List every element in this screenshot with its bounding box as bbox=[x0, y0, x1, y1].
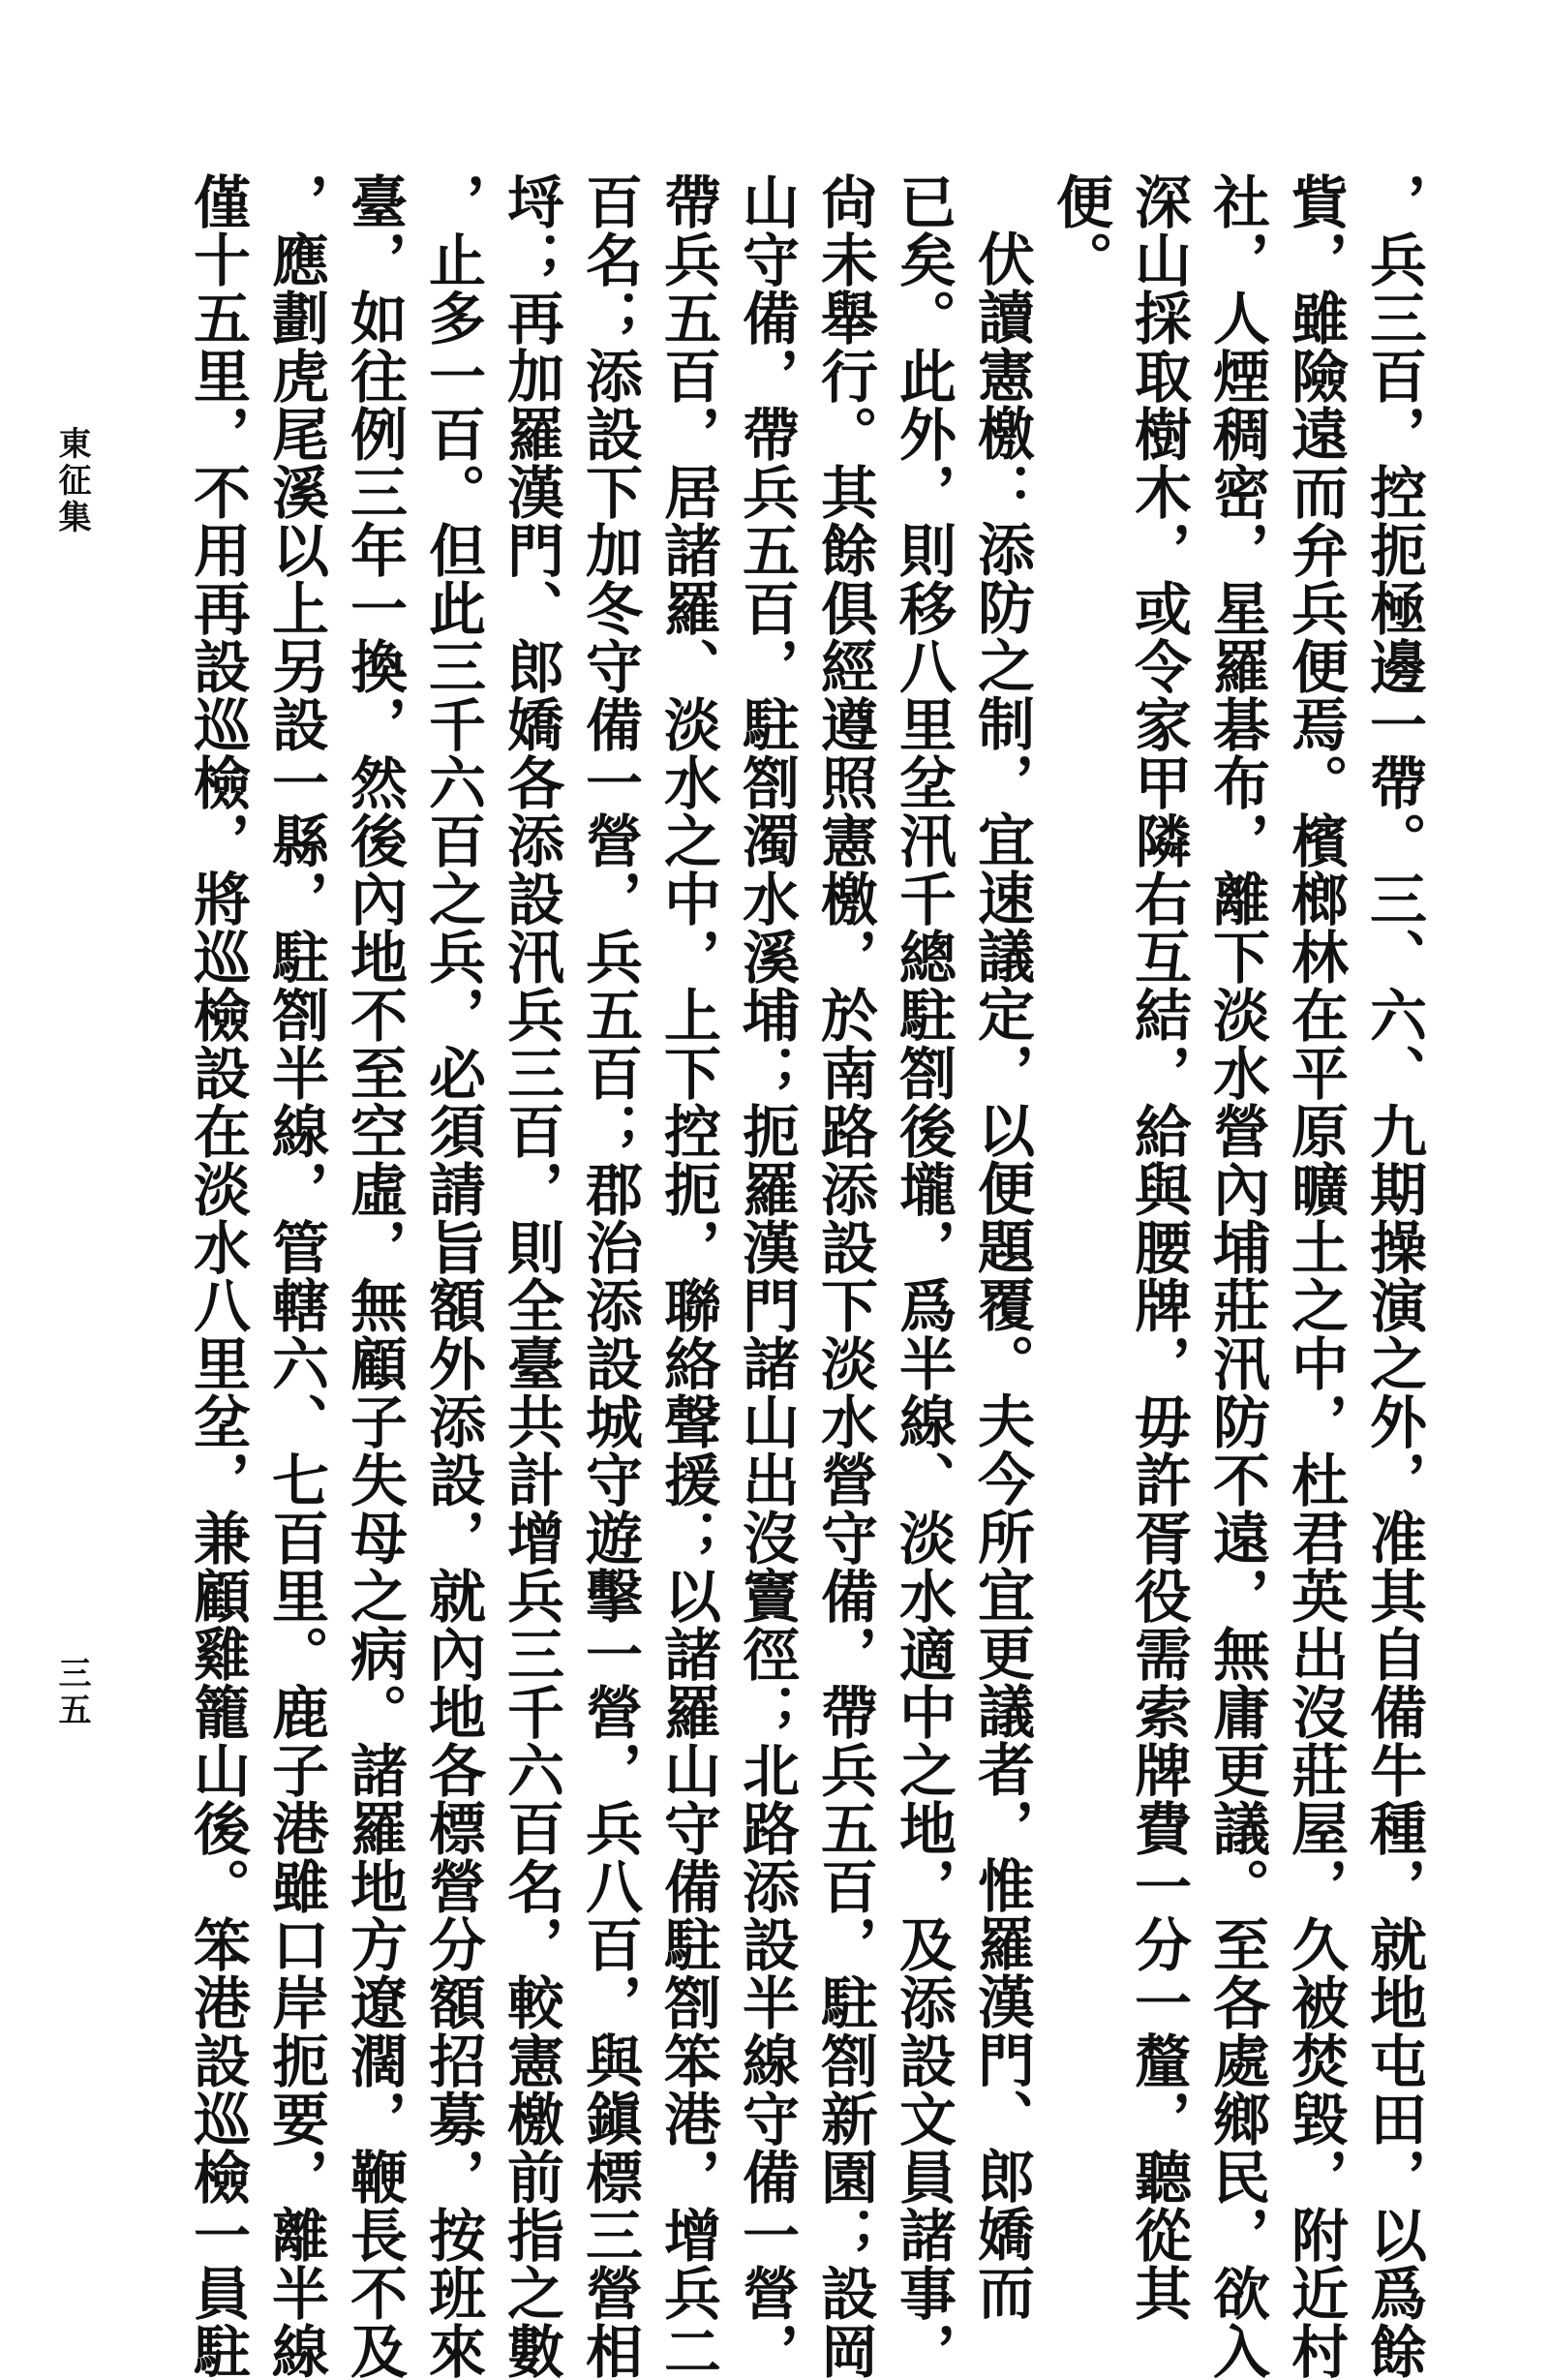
text-column: ，應劃虎尾溪以上另設一縣，駐劄半線，管轄六、七百里。鹿子港雖口岸扼要，離半線 bbox=[262, 172, 329, 2380]
text-column: ，止多一百。但此三千六百之兵，必須請旨額外添設，就內地各標營分額招募，按班來 bbox=[419, 172, 486, 2380]
text-column: 僅十五里，不用再設巡檢，將巡檢設在淡水八里坌，兼顧雞籠山後。笨港設巡檢一員駐 bbox=[184, 172, 251, 2380]
text-column: 臺，如往例三年一換，然後內地不至空虛，無顧子失母之病。諸羅地方遼濶，鞭長不及 bbox=[341, 172, 408, 2380]
main-text bbox=[116, 172, 1433, 2380]
text-column: 山守備，帶兵五百，駐劄濁水溪埔；扼羅漢門諸山出沒竇徑；北路添設半線守備一營， bbox=[733, 172, 800, 2380]
text-column: 尙未舉行。其餘俱經遵照憲檄，於南路添設下淡水營守備，帶兵五百，駐劄新園；設岡 bbox=[811, 172, 878, 2380]
page-number: 三五 bbox=[52, 1656, 91, 1729]
text-column: 已矣。此外，則移八里坌汛千總駐劄後壠，爲半線、淡水適中之地，及添設文員諸事， bbox=[890, 172, 957, 2380]
text-column: 貲，雖險遠而弁兵便焉。檳榔林在平原曠土之中，杜君英出沒莊屋，久被焚毀，附近村 bbox=[1282, 172, 1349, 2380]
text-column-paragraph-start: 伏讀憲檄：添防之制，宜速議定，以便題覆。夫今所宜更議者，惟羅漢門、郎嬌而 bbox=[968, 229, 1035, 2321]
text-column: ，兵三百，控扼極邊一帶。三、六、九期操演之外，准其自備牛種，就地屯田，以爲餘 bbox=[1360, 172, 1427, 2380]
text-column: 便。 bbox=[1047, 172, 1113, 289]
text-column: 社，人煙稠密，星羅碁布，離下淡水營內埔莊汛防不遠，無庸更議。至各處鄉民，欲入 bbox=[1203, 172, 1270, 2380]
text-column: 深山採取樹木，或令家甲隣右互結，給與腰牌，毋許胥役需索牌費一分一釐，聽從其 bbox=[1125, 172, 1192, 2322]
text-column: 埒；再加羅漢門、郎嬌各添設汛兵三百，則全臺共計增兵三千六百名，較憲檄前指之數 bbox=[498, 172, 564, 2380]
text-column: 帶兵五百，居諸羅、淡水之中，上下控扼，聯絡聲援；以諸羅山守備駐劄笨港，增兵二 bbox=[654, 172, 721, 2380]
running-title: 東征集 bbox=[52, 426, 91, 536]
text-column: 百名；添設下加冬守備一營，兵五百；郡治添設城守遊擊一營，兵八百，與鎭標三營相 bbox=[576, 172, 643, 2380]
